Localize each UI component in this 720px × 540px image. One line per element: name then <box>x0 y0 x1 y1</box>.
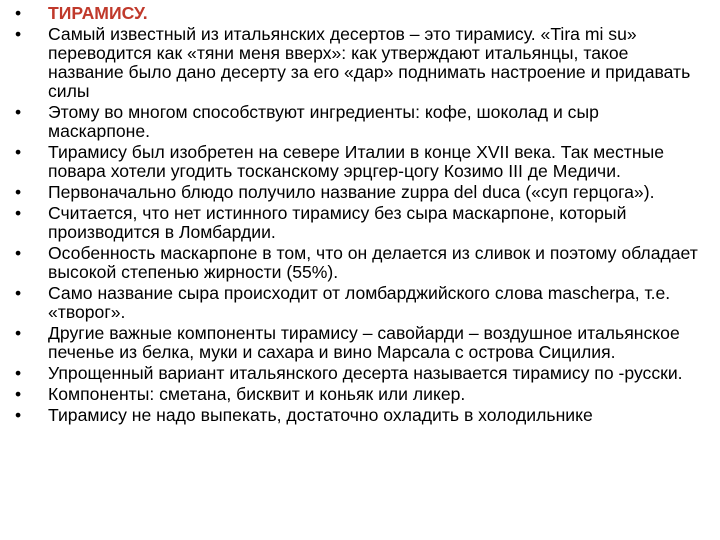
bullet-marker: • <box>15 102 22 123</box>
bullet-text: Особенность маскарпоне в том, что он делается из сливок и поэтому обладает высокой степенью жирности (55%). <box>48 243 698 283</box>
bullet-item <box>14 324 704 362</box>
bullet-marker: • <box>15 283 22 303</box>
bullet-item <box>14 406 704 425</box>
bullet-marker: • <box>15 23 22 44</box>
bullet-marker: • <box>15 142 22 163</box>
bullet-text: Тирамису был изобретен на севере Италии в конце XVII века. Так местные повара хотели угодить тосканскому эрцгер-цогу Козимо III де Медичи. <box>48 142 665 182</box>
bullet-item <box>14 385 704 404</box>
bullet-item <box>14 103 704 141</box>
bullet-marker: • <box>15 404 22 425</box>
bullet-text: Упрощенный вариант итальянского десерта называется тирамису по -русски. <box>48 363 683 383</box>
bullet-item <box>14 143 704 181</box>
bullet-item <box>14 364 704 383</box>
bullet-marker: • <box>15 3 22 23</box>
bullet-marker: • <box>15 363 22 383</box>
bullet-text: Тирамису не надо выпекать, достаточно охладить в холодильнике <box>48 404 593 425</box>
bullet-item <box>14 25 704 102</box>
bullet-marker: • <box>15 383 22 404</box>
bullet-text: Первоначально блюдо получило название zuppa del duca («суп герцога»). <box>48 182 655 203</box>
bullet-text: Само название сыра происходит от ломбарджийского слова mascherpa, т.е. «творог». <box>48 283 671 323</box>
bullet-item <box>14 284 704 322</box>
bullet-text: Считается, что нет истинного тирамису без сыра маскарпоне, который производится в Ломбардии. <box>48 203 627 243</box>
bullet-item <box>14 244 704 282</box>
slide-title: ТИРАМИСУ. <box>48 3 148 23</box>
bullet-text: Этому во многом способствуют ингредиенты: кофе, шоколад и сыр маскарпоне. <box>48 102 599 142</box>
bullet-list <box>14 4 704 426</box>
bullet-marker: • <box>15 203 22 223</box>
bullet-text: Самый известный из итальянских десертов – это тирамису. «Tira mi su» переводится как «тяни меня вверх»: как утверждают итальянцы, такое название было дано десерту за его «дар» поднимать настроение и придавать силы <box>48 23 691 102</box>
bullet-marker: • <box>15 323 22 343</box>
bullet-text: Компоненты: сметана, бисквит и коньяк или ликер. <box>48 383 466 404</box>
bullet-item-title <box>14 4 704 23</box>
bullet-item <box>14 183 704 202</box>
bullet-item <box>14 204 704 242</box>
bullet-text: Другие важные компоненты тирамису – савойарди – воздушное итальянское печенье из белка, муки и сахара и вино Марсала с острова Сицилия. <box>48 323 680 363</box>
bullet-marker: • <box>15 182 22 203</box>
bullet-marker: • <box>15 243 22 263</box>
